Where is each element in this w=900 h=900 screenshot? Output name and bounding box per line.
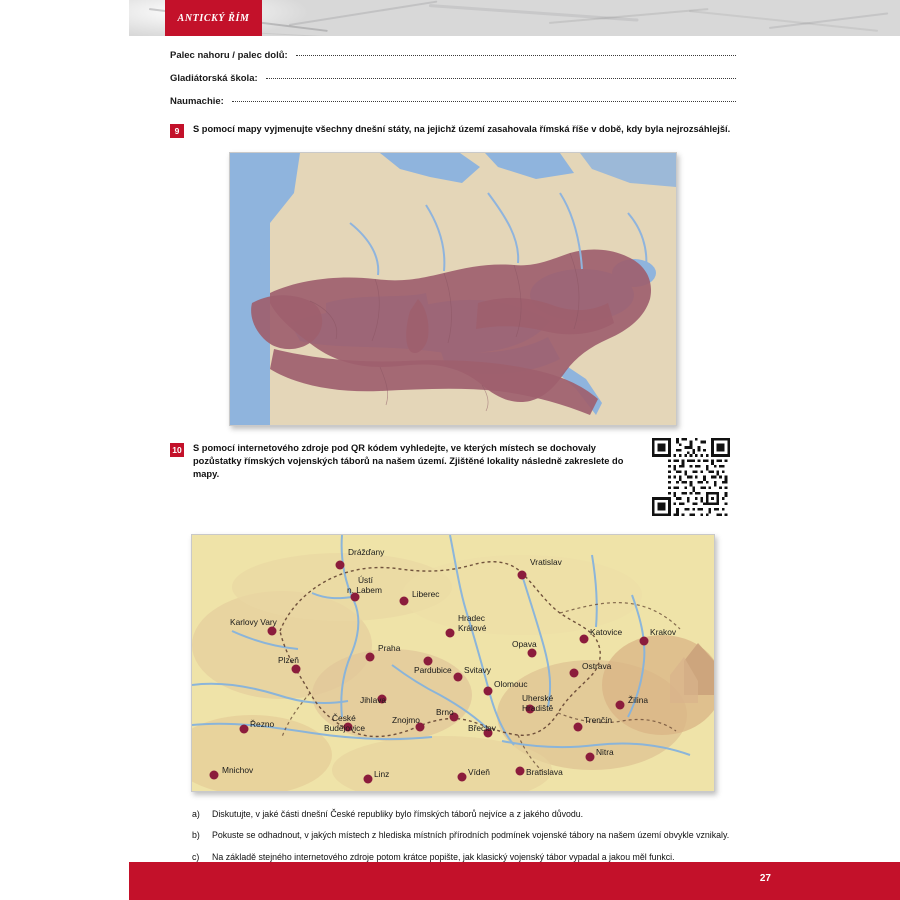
content-column	[170, 50, 736, 872]
city-label: Hradec	[458, 613, 485, 623]
task-9-text: S pomocí mapy vyjmenujte všechny dnešní státy, na jejichž území zasahovala římská říše v době, kdy byla nejrozsáhlejší.	[193, 124, 731, 134]
subquestion-a	[192, 808, 736, 820]
city-label: Budějovice	[324, 723, 365, 733]
task-number-badge: 9	[170, 124, 184, 138]
city-label: Drážďany	[348, 547, 385, 557]
subquestions-list	[170, 808, 736, 863]
city-label: Pardubice	[414, 665, 452, 675]
city-label: Trenčín	[584, 715, 613, 725]
roman-empire-map-figure	[229, 152, 677, 426]
subquestion-text: Pokuste se odhadnout, v jakých místech z hlediska místních přírodních podmínek vojenské tábory na našem území obvykle vznikaly.	[212, 830, 730, 841]
city-label: Vídeň	[468, 767, 490, 777]
czech-republic-map-svg	[192, 535, 714, 791]
subquestion-letter: b)	[192, 830, 200, 841]
roman-empire-map-svg	[230, 153, 676, 425]
city-label: Olomouc	[494, 679, 528, 689]
city-label: Řezno	[250, 719, 275, 729]
fill-in-row	[170, 73, 736, 84]
subquestion-text: Diskutujte, v jaké části dnešní České republiky bylo římských táborů nejvíce a z jakého důvodu.	[212, 809, 584, 819]
city-label: Vratislav	[530, 557, 562, 567]
czech-republic-map-figure	[191, 534, 715, 792]
city-label: Plzeň	[278, 655, 299, 665]
city-label: Linz	[374, 769, 390, 779]
subquestion-text: Na základě stejného internetového zdroje potom krátce popište, jak klasický vojenský tábor vypadal a jakou měl funkci.	[212, 851, 675, 862]
marble-vein	[289, 1, 437, 26]
task-10	[170, 442, 736, 522]
city-label: Krakov	[650, 627, 677, 637]
city-label: Jihlava	[360, 695, 387, 705]
marble-vein	[689, 10, 878, 32]
city-label: Břeclav	[468, 723, 496, 733]
city-label: Liberec	[412, 589, 440, 599]
city-label: Nitra	[596, 747, 614, 757]
city-label: Svitavy	[464, 665, 491, 675]
fill-in-label: Naumachie:	[170, 96, 224, 107]
task-10-text: S pomocí internetového zdroje pod QR kódem vyhledejte, ve kterých místech se dochovaly pozůstatky římských vojenských táborů na našem území. Zjištěné lokality následně zakreslete do mapy.	[193, 443, 624, 479]
fill-in-row	[170, 50, 736, 61]
qr-code-svg[interactable]	[652, 438, 730, 516]
city-label: Králové	[458, 623, 487, 633]
city-label: Znojmo	[392, 715, 420, 725]
subquestion-b	[192, 829, 736, 841]
subquestion-letter: c)	[192, 851, 200, 862]
task-9	[170, 123, 736, 138]
city-label: České	[332, 713, 356, 723]
city-label: Uherské	[522, 693, 554, 703]
fill-in-dotted-line[interactable]	[266, 77, 736, 79]
fill-in-dotted-line[interactable]	[296, 54, 736, 56]
subquestion-letter: a)	[192, 809, 200, 819]
city-label: Ostrava	[582, 661, 612, 671]
city-label: Bratislava	[526, 767, 563, 777]
city-label: Ústí	[358, 575, 373, 585]
task-number-badge: 10	[170, 443, 184, 457]
city-label: Karlovy Vary	[230, 617, 277, 627]
city-label: Katovice	[590, 627, 623, 637]
fill-in-row	[170, 96, 736, 107]
chapter-tab	[165, 0, 262, 36]
fill-in-label: Gladiátorská škola:	[170, 73, 258, 84]
city-label: Mnichov	[222, 765, 254, 775]
footer-bar	[129, 862, 900, 900]
marble-vein	[429, 4, 639, 21]
chapter-tab-label: ANTICKÝ ŘÍM	[177, 12, 250, 24]
city-label: Brno	[436, 707, 454, 717]
city-label: Opava	[512, 639, 537, 649]
city-label: Žilina	[628, 695, 649, 705]
page-number: 27	[759, 873, 771, 884]
footer-left-margin	[0, 862, 129, 900]
city-label: n. Labem	[347, 585, 382, 595]
fill-in-label: Palec nahoru / palec dolů:	[170, 50, 288, 61]
qr-code[interactable]	[650, 436, 736, 522]
city-label: Hradiště	[522, 703, 554, 713]
city-label: Praha	[378, 643, 401, 653]
fill-in-dotted-line[interactable]	[232, 100, 736, 102]
